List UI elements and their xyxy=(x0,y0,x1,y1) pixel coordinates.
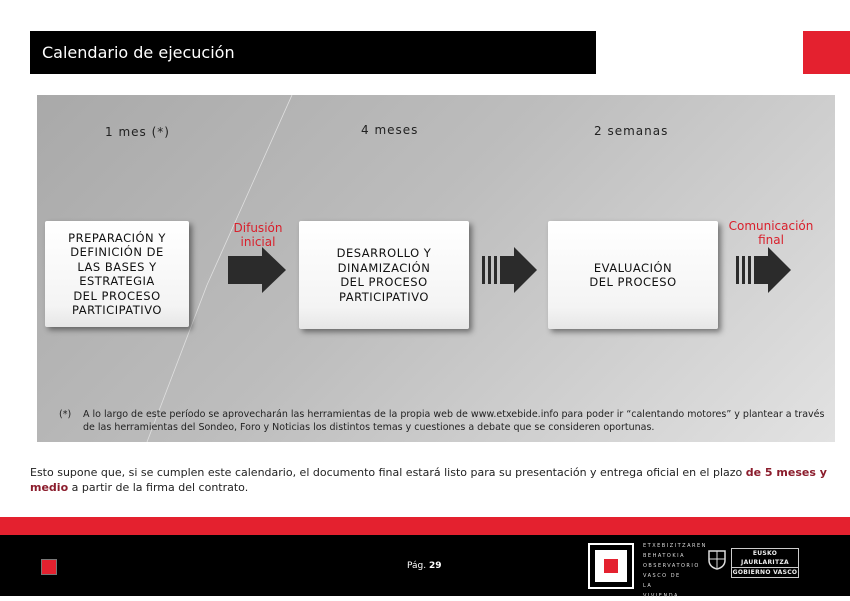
gobierno-vasco-label xyxy=(731,548,799,578)
gobierno-vasco-shield-icon xyxy=(706,548,728,570)
footnote-text: A lo largo de este período se aprovecharán las herramientas de la propia web de www.etxebide.info para poder ir “calentando motores” y plantear a través de las herramientas del Sondeo, Foro y Noticias los distintos temas y cuestiones a debate que se consideren oportunas. xyxy=(83,409,825,433)
footnote-mark: (*) xyxy=(59,409,72,420)
duration-phase-3: 2 semanas xyxy=(594,124,669,138)
gov-line-2: GOBIERNO VASCO xyxy=(732,569,798,576)
footer-red-band xyxy=(0,517,850,535)
duration-phase-2: 4 meses xyxy=(361,123,419,137)
summary-text-start: Esto supone que, si se cumplen este calendario, el documento final estará listo para su presentación y entrega oficial en el plazo xyxy=(30,466,746,479)
summary-paragraph xyxy=(30,465,830,495)
page-number xyxy=(407,561,442,571)
footnote xyxy=(59,408,829,434)
arrow-right-icon xyxy=(228,247,288,293)
observatorio-logo-text: ETXEBIZITZAREN BEHATOKIA OBSERVATORIO VASCO DE LA VIVIENDA xyxy=(643,543,707,599)
page-title: Calendario de ejecución xyxy=(30,31,596,74)
summary-highlight: de 5 meses y medio xyxy=(30,466,827,494)
milestone-difusion-inicial: Difusión inicial xyxy=(233,221,283,249)
duration-phase-1: 1 mes (*) xyxy=(105,125,170,139)
phase-box-desarrollo: DESARROLLO Y DINAMIZACIÓN DEL PROCESO PARTICIPATIVO xyxy=(299,221,469,329)
striped-arrow-right-icon xyxy=(736,247,792,293)
page-number-value: 29 xyxy=(429,561,442,571)
observatorio-logo-icon xyxy=(590,545,632,587)
milestone-comunicacion-final: Comunicación final xyxy=(728,219,814,247)
timeline-panel xyxy=(37,95,835,442)
phase-box-preparacion: PREPARACIÓN Y DEFINICIÓN DE LAS BASES Y ESTRATEGIA DEL PROCESO PARTICIPATIVO xyxy=(45,221,189,327)
summary-text-end: a partir de la firma del contrato. xyxy=(68,481,249,494)
striped-arrow-right-icon xyxy=(482,247,538,293)
footer xyxy=(0,535,850,599)
footer-square-icon xyxy=(41,559,57,575)
gov-line-1: EUSKO JAURLARITZA xyxy=(741,550,789,566)
phase-box-evaluacion: EVALUACIÓN DEL PROCESO xyxy=(548,221,718,329)
page-label: Pág. xyxy=(407,561,427,571)
red-accent-square xyxy=(803,31,850,74)
